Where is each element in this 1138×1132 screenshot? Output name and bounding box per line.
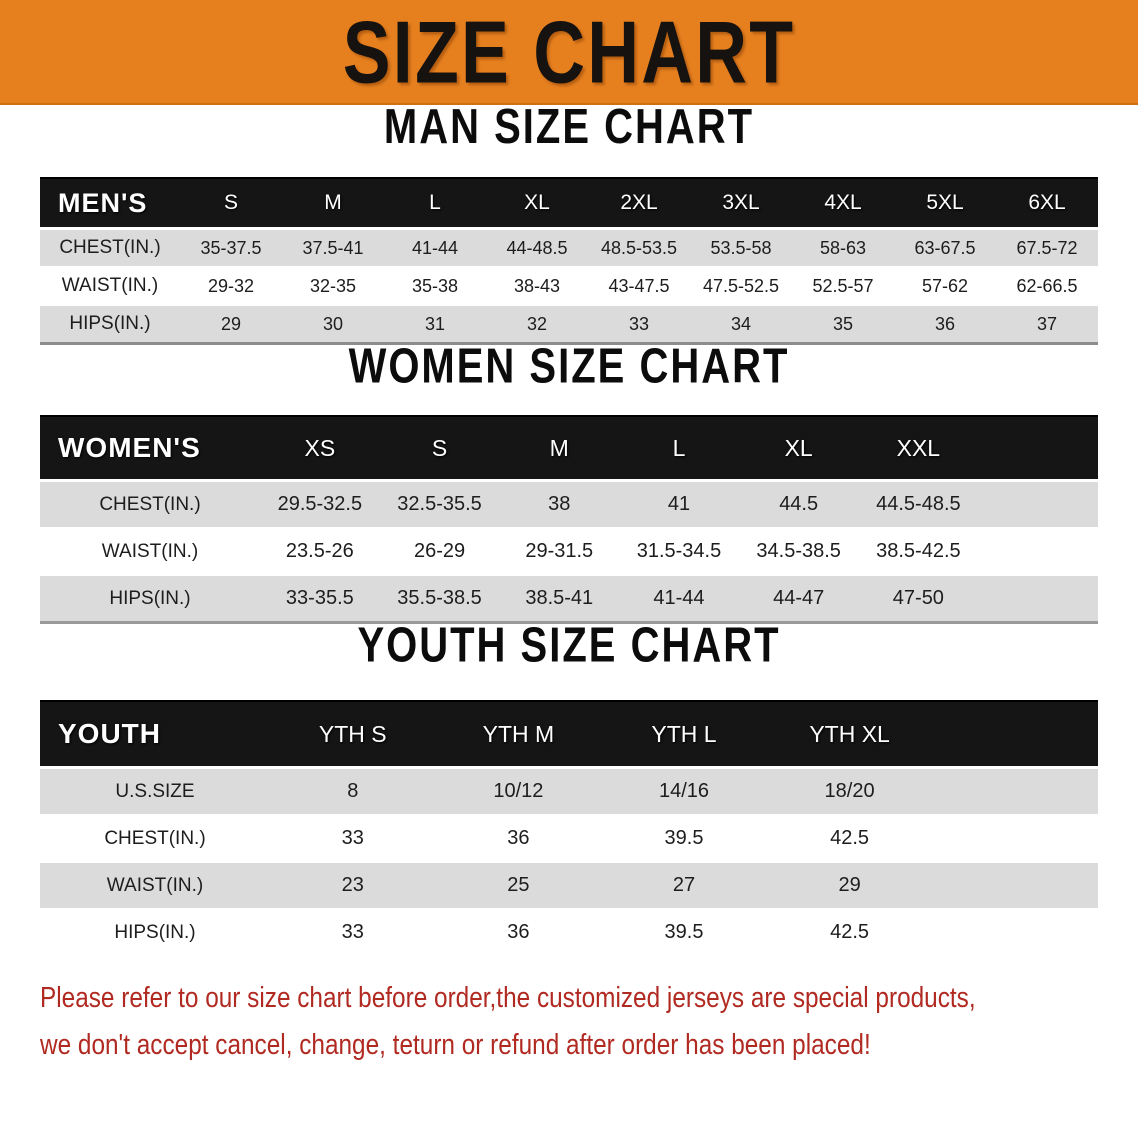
size-column-header: 5XL xyxy=(894,178,996,229)
size-value: 47.5-52.5 xyxy=(690,267,792,305)
order-policy-line-2: we don't accept cancel, change, teturn or refund after order has been placed! xyxy=(40,1029,871,1061)
measurement-row xyxy=(40,575,1098,623)
row-label: WAIST(IN.) xyxy=(40,267,180,305)
size-value: 29-32 xyxy=(180,267,282,305)
size-value: 42.5 xyxy=(767,815,933,862)
size-value: 33 xyxy=(270,815,436,862)
size-value: 10/12 xyxy=(436,768,602,816)
row-label: WAIST(IN.) xyxy=(40,528,260,575)
size-value: 34.5-38.5 xyxy=(739,528,859,575)
spacer-cell xyxy=(978,575,1098,623)
size-header-row xyxy=(40,178,1098,229)
row-label: HIPS(IN.) xyxy=(40,909,270,956)
size-value: 37.5-41 xyxy=(282,229,384,268)
measurement-row xyxy=(40,768,1098,816)
size-column-header: YTH XL xyxy=(767,701,933,768)
size-value: 41-44 xyxy=(619,575,739,623)
size-value: 44.5 xyxy=(739,481,859,529)
size-value: 23.5-26 xyxy=(260,528,380,575)
row-label: WAIST(IN.) xyxy=(40,862,270,909)
size-column-header: 4XL xyxy=(792,178,894,229)
size-value: 39.5 xyxy=(601,909,767,956)
size-value: 34 xyxy=(690,305,792,344)
youth-size-table xyxy=(40,700,1098,957)
size-value: 8 xyxy=(270,768,436,816)
size-column-header: XXL xyxy=(859,416,979,481)
women-chart-heading xyxy=(0,340,1138,394)
size-value: 63-67.5 xyxy=(894,229,996,268)
size-value: 48.5-53.5 xyxy=(588,229,690,268)
measurement-row xyxy=(40,862,1098,909)
size-value: 53.5-58 xyxy=(690,229,792,268)
corner-label: YOUTH xyxy=(40,701,270,768)
size-value: 37 xyxy=(996,305,1098,344)
spacer-cell xyxy=(932,909,1098,956)
row-label: CHEST(IN.) xyxy=(40,229,180,268)
size-value: 35-38 xyxy=(384,267,486,305)
size-value: 44-48.5 xyxy=(486,229,588,268)
women-chart-heading-text: WOMEN SIZE CHART xyxy=(348,340,790,394)
measurement-row xyxy=(40,815,1098,862)
size-value: 52.5-57 xyxy=(792,267,894,305)
row-label: CHEST(IN.) xyxy=(40,815,270,862)
size-value: 57-62 xyxy=(894,267,996,305)
size-value: 44-47 xyxy=(739,575,859,623)
size-value: 29.5-32.5 xyxy=(260,481,380,529)
corner-label: MEN'S xyxy=(40,178,180,229)
size-value: 36 xyxy=(436,815,602,862)
size-value: 27 xyxy=(601,862,767,909)
size-value: 25 xyxy=(436,862,602,909)
size-value: 18/20 xyxy=(767,768,933,816)
size-value: 30 xyxy=(282,305,384,344)
spacer-cell xyxy=(932,815,1098,862)
size-value: 36 xyxy=(894,305,996,344)
size-column-header: YTH S xyxy=(270,701,436,768)
size-column-header: YTH L xyxy=(601,701,767,768)
size-value: 43-47.5 xyxy=(588,267,690,305)
size-column-header: 2XL xyxy=(588,178,690,229)
youth-chart-heading-text: YOUTH SIZE CHART xyxy=(357,619,781,673)
men-chart-heading-text: MAN SIZE CHART xyxy=(383,100,755,154)
size-value: 32.5-35.5 xyxy=(380,481,500,529)
size-value: 41-44 xyxy=(384,229,486,268)
measurement-row xyxy=(40,528,1098,575)
measurement-row xyxy=(40,267,1098,305)
youth-chart-heading xyxy=(0,619,1138,673)
size-value: 47-50 xyxy=(859,575,979,623)
size-header-row xyxy=(40,701,1098,768)
size-value: 38-43 xyxy=(486,267,588,305)
size-value: 39.5 xyxy=(601,815,767,862)
men-size-table xyxy=(40,177,1098,345)
size-value: 41 xyxy=(619,481,739,529)
size-column-header: M xyxy=(282,178,384,229)
size-column-header: S xyxy=(180,178,282,229)
spacer-cell xyxy=(932,768,1098,816)
size-value: 23 xyxy=(270,862,436,909)
size-column-header: L xyxy=(619,416,739,481)
size-column-header: L xyxy=(384,178,486,229)
row-label: HIPS(IN.) xyxy=(40,575,260,623)
row-label: HIPS(IN.) xyxy=(40,305,180,344)
size-header-row xyxy=(40,416,1098,481)
size-value: 58-63 xyxy=(792,229,894,268)
size-column-header: XS xyxy=(260,416,380,481)
size-value: 33 xyxy=(270,909,436,956)
size-column-header: YTH M xyxy=(436,701,602,768)
women-size-table xyxy=(40,415,1098,624)
size-value: 35.5-38.5 xyxy=(380,575,500,623)
spacer-cell xyxy=(932,701,1098,768)
size-value: 44.5-48.5 xyxy=(859,481,979,529)
size-value: 35-37.5 xyxy=(180,229,282,268)
size-value: 35 xyxy=(792,305,894,344)
size-value: 38.5-42.5 xyxy=(859,528,979,575)
size-column-header: 3XL xyxy=(690,178,792,229)
size-value: 62-66.5 xyxy=(996,267,1098,305)
men-chart-heading xyxy=(0,100,1138,154)
size-value: 38 xyxy=(499,481,619,529)
size-column-header: XL xyxy=(739,416,859,481)
order-policy-line-1: Please refer to our size chart before order,the customized jerseys are special products, xyxy=(40,982,976,1014)
size-value: 38.5-41 xyxy=(499,575,619,623)
corner-label: WOMEN'S xyxy=(40,416,260,481)
spacer-cell xyxy=(978,416,1098,481)
measurement-row xyxy=(40,229,1098,268)
spacer-cell xyxy=(978,528,1098,575)
order-policy-note xyxy=(40,975,976,1069)
measurement-row xyxy=(40,305,1098,344)
size-value: 31 xyxy=(384,305,486,344)
size-value: 29-31.5 xyxy=(499,528,619,575)
size-value: 26-29 xyxy=(380,528,500,575)
spacer-cell xyxy=(932,862,1098,909)
size-value: 29 xyxy=(767,862,933,909)
measurement-row xyxy=(40,481,1098,529)
banner xyxy=(0,0,1138,105)
size-column-header: S xyxy=(380,416,500,481)
size-value: 36 xyxy=(436,909,602,956)
size-value: 42.5 xyxy=(767,909,933,956)
size-value: 29 xyxy=(180,305,282,344)
size-value: 14/16 xyxy=(601,768,767,816)
size-column-header: M xyxy=(499,416,619,481)
size-value: 32 xyxy=(486,305,588,344)
size-column-header: 6XL xyxy=(996,178,1098,229)
size-value: 33 xyxy=(588,305,690,344)
row-label: U.S.SIZE xyxy=(40,768,270,816)
spacer-cell xyxy=(978,481,1098,529)
size-value: 32-35 xyxy=(282,267,384,305)
size-value: 67.5-72 xyxy=(996,229,1098,268)
row-label: CHEST(IN.) xyxy=(40,481,260,529)
banner-title: SIZE CHART xyxy=(342,1,796,102)
size-column-header: XL xyxy=(486,178,588,229)
measurement-row xyxy=(40,909,1098,956)
size-value: 31.5-34.5 xyxy=(619,528,739,575)
size-value: 33-35.5 xyxy=(260,575,380,623)
